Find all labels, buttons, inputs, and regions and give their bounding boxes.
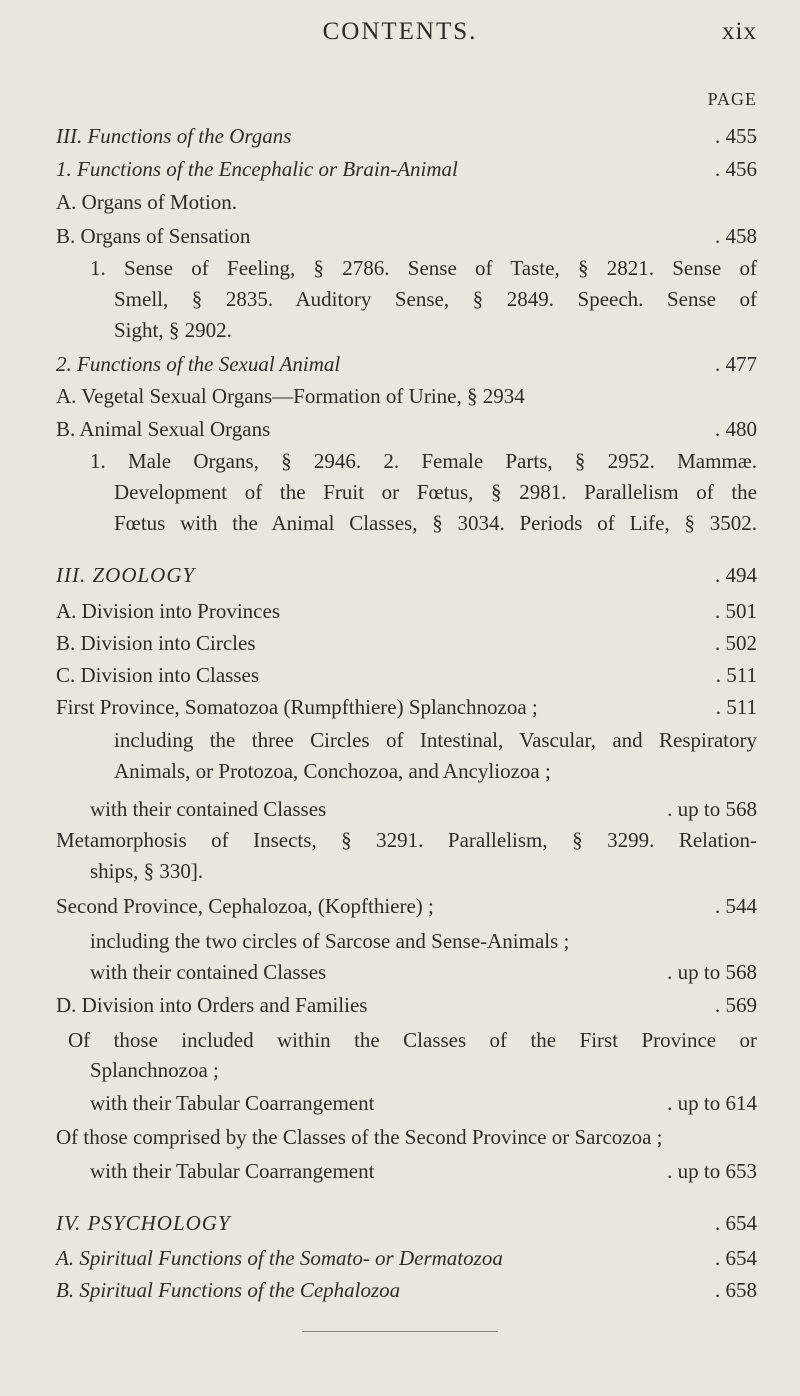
toc-entry: 1. Functions of the Encephalic or Brain-Animal <box>56 157 458 181</box>
toc-entry: III. Functions of the Organs <box>56 124 292 148</box>
page-column-label: PAGE <box>707 89 757 109</box>
toc-entry: with their contained Classes <box>90 960 327 984</box>
toc-page: . 658 <box>715 1278 757 1302</box>
toc-subentry: ships, § 330]. <box>90 859 204 883</box>
toc-entry: A. Spiritual Functions of the Somato- or Dermatozoa <box>56 1246 503 1270</box>
toc-subentry: Of those included within the Classes of the First Province or <box>68 1028 757 1052</box>
toc-entry: A. Vegetal Sexual Organs—Formation of Urine, § 2934 <box>56 384 525 408</box>
toc-subentry: 1. Male Organs, § 2946. 2. Female Parts, § 2952. Mammæ. <box>90 449 757 473</box>
toc-entry: B. Animal Sexual Organs <box>56 417 271 441</box>
toc-page: . 480 <box>715 417 757 441</box>
toc-entry: with their Tabular Coarrangement <box>90 1091 375 1115</box>
toc-page: . 654 <box>715 1211 757 1235</box>
toc-entry: B. Organs of Sensation <box>56 224 251 248</box>
toc-entry: B. Division into Circles <box>56 631 256 655</box>
toc-entry: A. Organs of Motion. <box>56 190 238 214</box>
toc-page: . 511 <box>715 663 757 687</box>
toc-subentry: Smell, § 2835. Auditory Sense, § 2849. Speech. Sense of <box>114 287 757 311</box>
toc-page: . up to 653 <box>667 1159 757 1183</box>
toc-subentry: Animals, or Protozoa, Conchozoa, and Ancyliozoa ; <box>114 759 551 783</box>
toc-subentry: Sight, § 2902. <box>114 318 232 342</box>
toc-entry: 2. Functions of the Sexual Animal <box>56 352 341 376</box>
toc-subentry: Of those comprised by the Classes of the Second Province or Sarcozoa ; <box>56 1125 663 1149</box>
toc-subentry: Splanchnozoa ; <box>90 1058 219 1082</box>
toc-subentry: Development of the Fruit or Fœtus, § 2981. Parallelism of the <box>114 480 757 504</box>
toc-entry: B. Spiritual Functions of the Cephalozoa <box>56 1278 401 1302</box>
toc-section-heading: IV. PSYCHOLOGY <box>56 1211 231 1235</box>
toc-page: . up to 568 <box>667 797 757 821</box>
toc-entry: Second Province, Cephalozoa, (Kopfthiere) ; <box>56 894 434 918</box>
toc-entry: First Province, Somatozoa (Rumpfthiere) Splanchnozoa ; <box>56 695 538 719</box>
toc-subentry: Metamorphosis of Insects, § 3291. Parallelism, § 3299. Relation- <box>56 828 757 852</box>
toc-page: . 511 <box>715 695 757 719</box>
toc-subentry: 1. Sense of Feeling, § 2786. Sense of Taste, § 2821. Sense of <box>90 256 757 280</box>
toc-section-heading: III. ZOOLOGY <box>56 563 196 587</box>
toc-entry: with their Tabular Coarrangement <box>90 1159 375 1183</box>
toc-page: . 544 <box>715 894 757 918</box>
toc-page: . up to 614 <box>667 1091 757 1115</box>
toc-entry: C. Division into Classes <box>56 663 260 687</box>
toc-page: . 458 <box>715 224 757 248</box>
toc-subentry: including the three Circles of Intestinal, Vascular, and Respiratory <box>114 728 757 752</box>
toc-page: . 494 <box>715 563 757 587</box>
toc-entry: D. Division into Orders and Families <box>56 993 368 1017</box>
toc-page: . 455 <box>715 124 757 148</box>
toc-subentry: Fœtus with the Animal Classes, § 3034. Periods of Life, § 3502. <box>114 511 757 535</box>
running-head-title: CONTENTS. <box>322 18 478 45</box>
page-number: xix <box>722 18 757 45</box>
toc-page: . 501 <box>715 599 757 623</box>
toc-entry: with their contained Classes <box>90 797 327 821</box>
toc-subentry: including the two circles of Sarcose and Sense-Animals ; <box>90 929 570 953</box>
toc-page: . 502 <box>715 631 757 655</box>
toc-page: . 654 <box>715 1246 757 1270</box>
toc-page: . up to 568 <box>667 960 757 984</box>
closing-rule <box>302 1331 498 1332</box>
toc-page: . 569 <box>715 993 757 1017</box>
toc-page: . 456 <box>715 157 757 181</box>
toc-page: . 477 <box>715 352 757 376</box>
toc-entry: A. Division into Provinces <box>56 599 280 623</box>
